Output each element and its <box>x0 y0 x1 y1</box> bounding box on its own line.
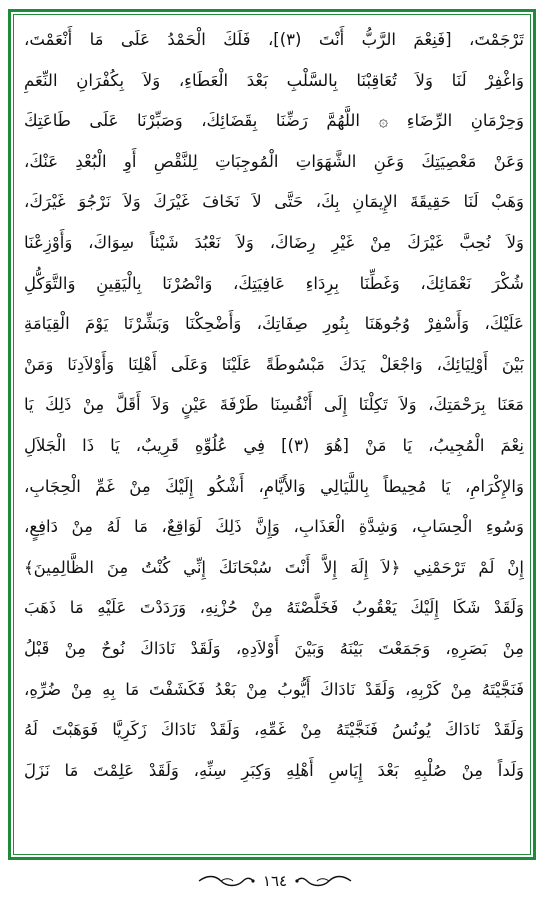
page-number: ١٦٤ <box>262 872 288 890</box>
text-line: وَاغْفِرْ لَنَا وَلاَ تُعَاقِبْنَا بِالسَّلْبِ بَعْدَ الْعَطَاءِ، وَلاَ بِكُفْرَانِ النِّعَمِ <box>24 70 524 90</box>
scroll-ornament-icon <box>295 874 353 888</box>
text-line: مَعَنَا بِرَحْمَتِكَ، وَلاَ تَكِلْنَا إِلَى أَنْفُسِنَا طَرْفَةَ عَيْنٍ وَلاَ أَقَلَّ مِنْ ذَلِكَ يَا <box>24 395 524 415</box>
text-line: مِنْ بَصَرِهِ، وَجَمَعْتَ بَيْنَهُ وَبَيْنَ أَوْلاَدِهِ، وَلَقَدْ نَادَاكَ نُوحٌ مِنْ قَبْلُ <box>24 638 524 658</box>
text-body <box>24 20 524 791</box>
text-line: وَلَداً مِنْ صُلْبِهِ بَعْدَ إِيَاسِ أَهْلِهِ وَكِبَرِ سِنِّهِ، وَلَقَدْ عَلِمْتَ مَا نَزَلَ <box>24 760 524 780</box>
text-line: وَحِرْمَانِ الرِّضَاءِ ۞ اللَّهُمَّ رَضِّنَا بِقَضَائِكَ، وَصَبِّرْنَا عَلَى طَاعَتِكَ <box>24 111 524 131</box>
text-line: تَرْجَمْتَ، [فَنِعْمَ الرَّبُّ أَنْتَ (٣)]، فَلَكَ الْحَمْدُ عَلَى مَا أَنْعَمْتَ، <box>24 30 524 49</box>
text-line: وَهَبْ لَنَا حَقِيقَةَ الإِيمَانِ بِكَ، حَتَّى لاَ نَخَافَ غَيْرَكَ وَلاَ نَرْجُوَ غَيْرَكَ، <box>24 192 524 212</box>
text-line: إِنْ لَمْ تَرْحَمْنِي ﴿لاَ إِلَهَ إِلاَّ أَنْتَ سُبْحَانَكَ إِنِّي كُنْتُ مِنَ الظَّالِمِينَ﴾ <box>24 557 524 577</box>
text-line: وَلَقَدْ شَكَا إِلَيْكَ يَعْقُوبُ فَخَلَّصْتَهُ مِنْ حُزْنِهِ، وَرَدَدْتَ عَلَيْهِ مَا ذَهَبَ <box>24 598 524 618</box>
text-line: وَلَقَدْ نَادَاكَ يُونُسُ فَنَجَّيْتَهُ مِنْ غَمِّهِ، وَلَقَدْ نَادَاكَ زَكَرِيَّا فَوَهَبْتَ لَهُ <box>24 720 524 740</box>
text-line: نِعْمَ الْمُجِيبُ، يَا مَنْ [هُوَ (٣)] فِي عُلُوِّهِ قَرِيبٌ، يَا ذَا الْجَلاَلِ <box>24 435 524 455</box>
text-line: شُكْرَ نَعْمَائِكَ، وَغَطِّنَا بِرِدَاءِ عَافِيَتِكَ، وَانْصُرْنَا بِالْيَقِينِ وَالتَّوَكُّلِ <box>24 273 524 293</box>
text-line: وَسُوءِ الْحِسَابِ، وَشِدَّةِ الْعَذَابِ، وَإِنَّ ذَلِكَ لَوَاقِعٌ، مَا لَهُ مِنْ دَافِعٍ، <box>24 517 524 537</box>
text-line: بَيْنَ أَوْلِيَائِكَ، وَاجْعَلْ يَدَكَ مَبْسُوطَةً عَلَيْنَا وَعَلَى أَهْلِنَا وَأَوْلاَدِنَا وَمَنْ <box>24 354 524 374</box>
text-line: وَلاَ نُحِبَّ غَيْرَكَ مِنْ غَيْرِ رِضَاكَ، وَلاَ نَعْبُدَ شَيْئاً سِوَاكَ، وَأَوْزِعْنَا <box>24 232 524 252</box>
text-line: عَلَيْكَ، وَأَسْفِرْ وُجُوهَنَا بِنُورِ صِفَاتِكَ، وَأَضْحِكْنَا وَبَشِّرْنَا يَوْمَ الْقِيَامَةِ <box>24 314 524 334</box>
page-footer <box>0 866 550 896</box>
text-line: وَالإِكْرَامِ، يَا مُحِيطاً بِاللَّيَالِي وَالأَيَّامِ، أَشْكُو إِلَيْكَ مِنْ غَمِّ الْحِجَابِ، <box>24 476 524 496</box>
text-line: فَنَجَّيْتَهُ مِنْ كَرْبِهِ، وَلَقَدْ نَادَاكَ أَيُّوبُ مِنْ بَعْدُ فَكَشَفْتَ مَا بِهِ مِنْ ضُرِّهِ، <box>24 679 524 699</box>
scroll-ornament-icon <box>197 874 255 888</box>
text-line: وَعَنْ مَعْصِيَتِكَ وَعَنِ الشَّهَوَاتِ الْمُوجِبَاتِ لِلنَّقْصِ أَوِ الْبُعْدِ عَنْكَ، <box>24 151 524 171</box>
